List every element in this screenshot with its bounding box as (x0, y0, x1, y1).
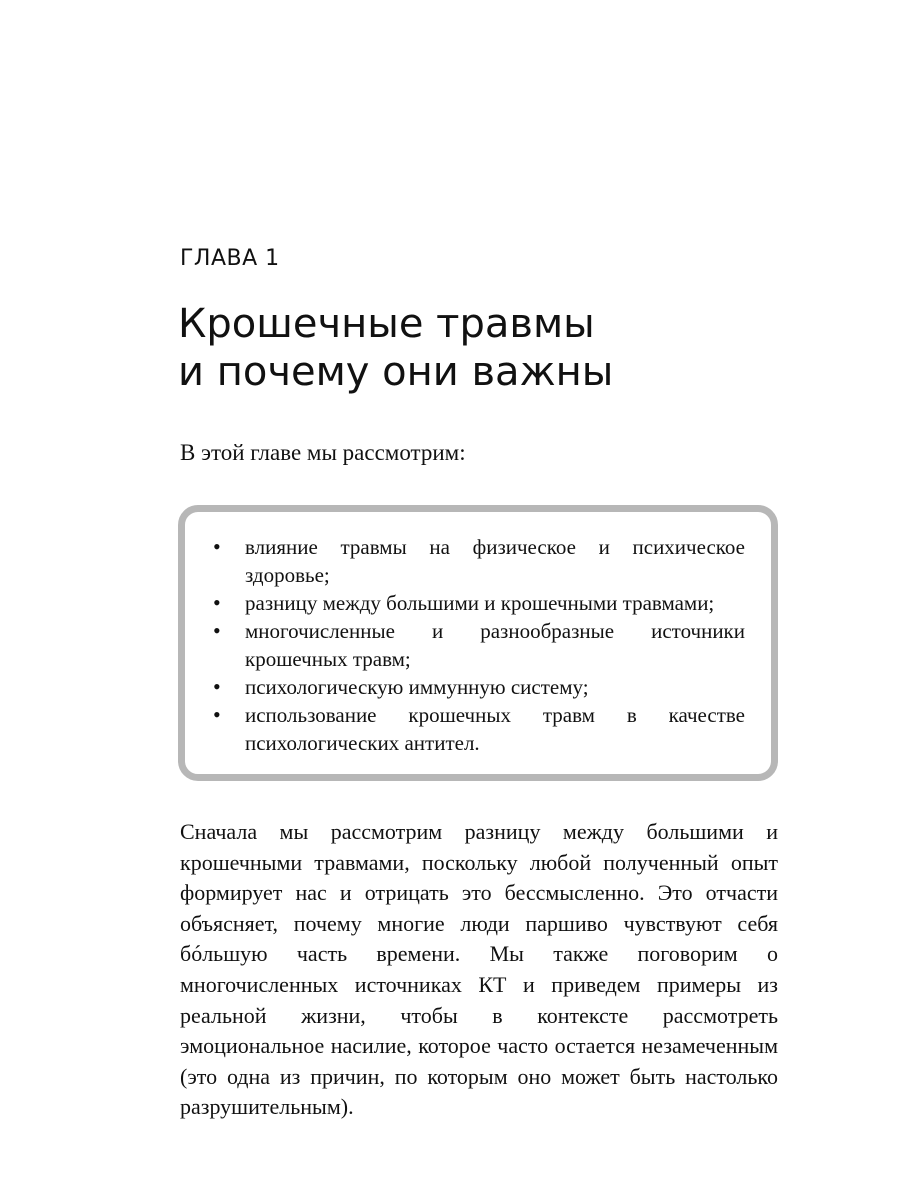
chapter-title (178, 300, 778, 396)
bullet-icon: • (213, 534, 221, 559)
topic-item (209, 673, 745, 701)
topic-item (209, 533, 745, 589)
topic-text: использование крошечных травм в качестве психологических антител. (245, 703, 745, 755)
topics-box (178, 505, 778, 781)
topic-text: многочисленные и разнообразные источники крошечных травм; (245, 619, 745, 671)
topic-text: влияние травмы на физическое и психическое здоровье; (245, 535, 745, 587)
bullet-icon: • (213, 590, 221, 615)
topics-list (209, 533, 745, 757)
body-paragraph: Сначала мы рассмотрим разницу между большими и крошечными травмами, поскольку любой полученный опыт формирует нас и отрицать это бессмысленно. Это отчасти объясняет, почему многие люди паршиво чувствуют себя бóльшую часть времени. Мы также поговорим о многочисленных источниках КТ и приведем примеры из реальной жизни, чтобы в контексте рассмотреть эмоциональное насилие, которое часто остается незамеченным (это одна из причин, по которым оно может быть настолько разрушительным). (180, 819, 778, 1120)
bullet-icon: • (213, 674, 221, 699)
topic-item (209, 701, 745, 757)
bullet-icon: • (213, 618, 221, 643)
topic-text: разницу между большими и крошечными травмами; (245, 591, 715, 615)
chapter-title-line-2: и почему они важны (178, 349, 614, 395)
chapter-title-line-1: Крошечные травмы (178, 301, 595, 347)
topic-item (209, 589, 745, 617)
topic-text: психологическую иммунную систему; (245, 675, 589, 699)
intro-text: В этой главе мы рассмотрим: (180, 440, 466, 465)
chapter-label: ГЛАВА 1 (180, 246, 280, 271)
topic-item (209, 617, 745, 673)
bullet-icon: • (213, 702, 221, 727)
